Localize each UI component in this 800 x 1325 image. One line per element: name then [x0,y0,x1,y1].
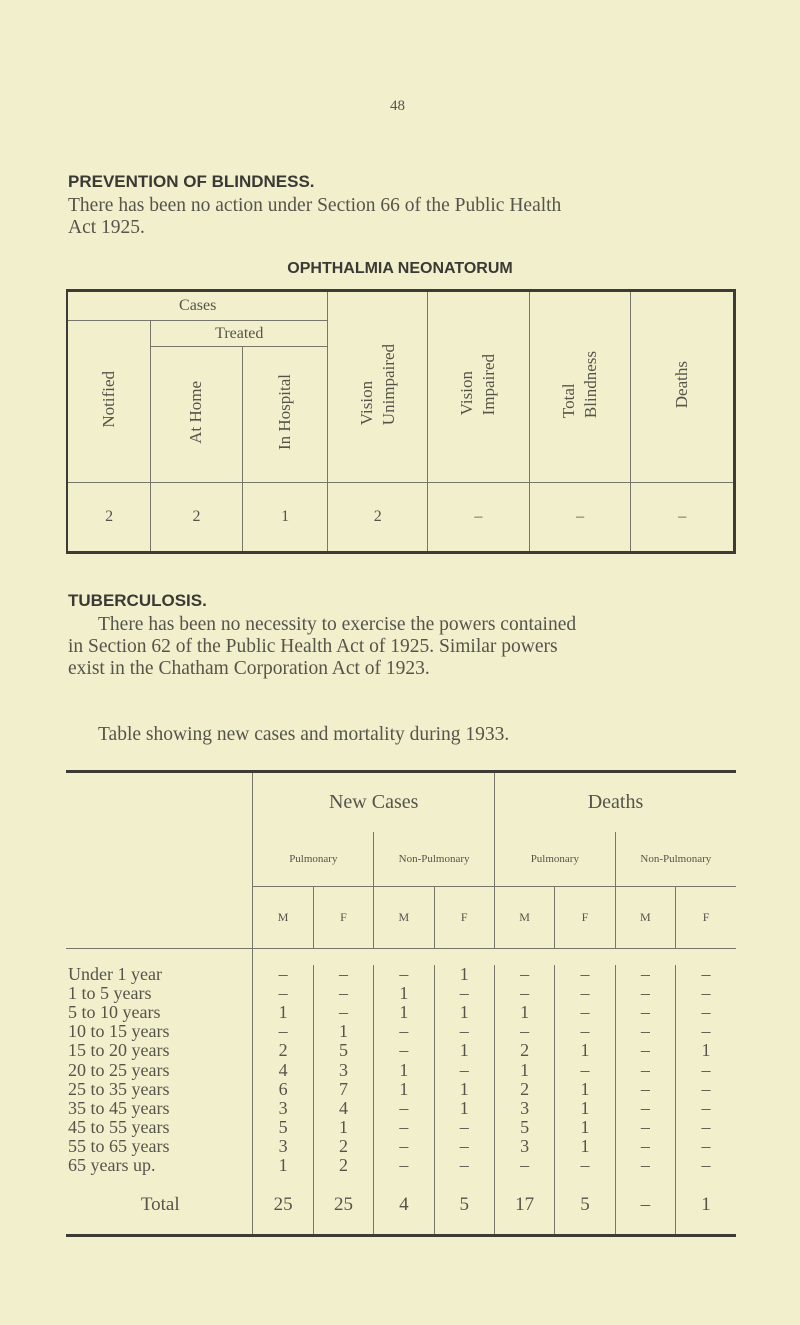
prevention-text [68,195,758,239]
table-row [66,965,736,984]
table-cell: 1 [374,1060,434,1079]
table-cell: – [615,1060,675,1079]
table-cell: – [615,984,675,1003]
table-row [66,1099,736,1118]
table-cell: 1 [374,1003,434,1022]
blank-cell [66,832,253,887]
header-sex: M [253,887,313,949]
row-label: 65 years up. [68,1155,156,1176]
header-sex: M [615,887,675,949]
table-cell: 1 [676,1176,736,1236]
table-cell: 1 [555,1080,615,1099]
header-subgroup: Non-Pulmonary [615,832,736,887]
table-row [66,984,736,1003]
table-cell: – [676,1099,736,1118]
table-cell: – [253,965,313,984]
header-cases: Cases [67,291,328,321]
table-cell: – [676,1060,736,1079]
value-in-hospital: 1 [242,483,328,553]
tuberculosis-table [66,770,736,1237]
table-cell: – [494,1022,554,1041]
table-cell: – [676,1080,736,1099]
table-cell: – [494,984,554,1003]
table-cell: – [555,984,615,1003]
table-cell: 3 [494,1099,554,1118]
table-cell: – [374,1118,434,1137]
header-vision-impaired: Vision Impaired [428,291,530,483]
table-cell: 1 [494,1060,554,1079]
table-cell: – [676,1022,736,1041]
header-deaths: Deaths [631,291,735,483]
blank-cell [66,887,253,949]
header-total-blindness: Total Blindness [529,291,631,483]
text-line: Act 1925. [68,217,145,238]
table-cell: – [615,1003,675,1022]
tuberculosis-heading: TUBERCULOSIS. [68,591,207,610]
header-sex: F [555,887,615,949]
table-cell: 25 [313,1176,373,1236]
row-label: Total [140,1194,180,1216]
header-at-home: At Home [151,347,243,483]
table-cell: – [434,1060,494,1079]
row-label: 1 to 5 years [68,982,152,1003]
table-cell: 2 [253,1041,313,1060]
table-cell: – [676,1003,736,1022]
header-sex: M [374,887,434,949]
header-subgroup: Non-Pulmonary [374,832,495,887]
table-cell: – [676,1118,736,1137]
table-cell: 1 [555,1099,615,1118]
header-sex: M [494,887,554,949]
table-cell: 6 [253,1080,313,1099]
value-at-home: 2 [151,483,243,553]
table-cell: 3 [253,1099,313,1118]
table-cell: 1 [253,1156,313,1175]
table-cell: – [313,965,373,984]
table-cell: – [615,965,675,984]
table-cell: 3 [313,1060,373,1079]
header-subgroup: Pulmonary [253,832,374,887]
table-cell: – [434,1137,494,1156]
header-sex: F [313,887,373,949]
row-label: 35 to 45 years [68,1097,170,1118]
text-line: in Section 62 of the Public Health Act of 1925. Similar powers [68,636,558,657]
table-cell: 1 [555,1041,615,1060]
table-cell: – [434,1118,494,1137]
ophthalmia-title: OPHTHALMIA NEONATORUM [287,260,513,277]
row-label: 25 to 35 years [68,1078,170,1099]
table-cell: 1 [434,1003,494,1022]
table-cell: – [555,1003,615,1022]
table-cell: – [434,1022,494,1041]
table-cell: – [374,1137,434,1156]
row-label: 10 to 15 years [68,1021,170,1042]
value-total-blindness: – [529,483,631,553]
table-cell: – [313,1003,373,1022]
table-cell: 5 [253,1118,313,1137]
row-label: 15 to 20 years [68,1040,170,1061]
table-cell: – [615,1099,675,1118]
text-line: There has been no action under Section 66 of the Public Health [68,195,562,216]
row-label: Under 1 year [68,963,162,984]
table-cell: – [253,984,313,1003]
header-in-hospital: In Hospital [242,347,328,483]
table-cell: – [555,1060,615,1079]
table-cell: 1 [555,1118,615,1137]
table-cell: 1 [434,1041,494,1060]
table-cell: 1 [434,1099,494,1118]
table-cell: 3 [253,1137,313,1156]
table-cell: – [313,984,373,1003]
blank-cell [66,772,253,832]
table-cell: – [676,1156,736,1175]
table-cell: – [494,1156,554,1175]
table-cell: 2 [494,1080,554,1099]
page-number: 48 [390,98,405,114]
table-cell: 5 [313,1041,373,1060]
row-label: 5 to 10 years [68,1001,161,1022]
table-cell: – [374,1022,434,1041]
table-cell: 5 [434,1176,494,1236]
table-cell: – [615,1137,675,1156]
table-cell: 1 [494,1003,554,1022]
text-line: There has been no necessity to exercise the powers contained [98,614,577,635]
table-row [66,1080,736,1099]
table-cell: – [676,1137,736,1156]
table-cell: 3 [494,1137,554,1156]
table-cell: 7 [313,1080,373,1099]
header-new-cases: New Cases [253,772,495,832]
table-cell: 17 [494,1176,554,1236]
table-row [66,1156,736,1175]
header-treated: Treated [151,321,328,347]
table-cell: – [374,965,434,984]
text-line: exist in the Chatham Corporation Act of 1923. [68,658,430,679]
table-cell: – [253,1022,313,1041]
table-cell: 4 [313,1099,373,1118]
table-cell: – [615,1176,675,1236]
table-cell: – [434,984,494,1003]
table-cell: 1 [676,1041,736,1060]
row-label: 20 to 25 years [68,1059,170,1080]
value-deaths: – [631,483,735,553]
table-cell: – [434,1156,494,1175]
value-vision-unimpaired: 2 [328,483,428,553]
table-cell: 25 [253,1176,313,1236]
table-row [66,1137,736,1156]
table-caption: Table showing new cases and mortality during 1933. [98,724,510,745]
table-cell: 4 [374,1176,434,1236]
total-row [66,1176,736,1236]
table-cell: 2 [313,1156,373,1175]
table-cell: 4 [253,1060,313,1079]
tuberculosis-text [68,614,758,680]
table-cell: – [676,984,736,1003]
table-cell: 1 [253,1003,313,1022]
table-cell: – [676,965,736,984]
table-row [66,1003,736,1022]
table-cell: 1 [374,1080,434,1099]
table-cell: – [615,1080,675,1099]
table-cell: – [555,1156,615,1175]
table-cell: 1 [434,1080,494,1099]
prevention-heading: PREVENTION OF BLINDNESS. [68,172,315,191]
table-cell: – [374,1156,434,1175]
value-notified: 2 [105,508,114,525]
table-cell: 2 [494,1041,554,1060]
row-label: 55 to 65 years [68,1136,170,1157]
table-cell: – [615,1022,675,1041]
header-subgroup: Pulmonary [494,832,615,887]
header-sex: F [434,887,494,949]
table-cell: – [494,965,554,984]
table-cell: – [615,1118,675,1137]
table-cell: – [555,965,615,984]
table-cell: 1 [313,1118,373,1137]
table-cell: – [615,1156,675,1175]
table-cell: – [374,1041,434,1060]
row-label: 45 to 55 years [68,1117,170,1138]
table-cell: 1 [434,965,494,984]
table-row [66,1022,736,1041]
table-row [66,1041,736,1060]
header-sex: F [676,887,736,949]
table-cell: 2 [313,1137,373,1156]
table-cell: 1 [374,984,434,1003]
table-cell: 5 [494,1118,554,1137]
header-deaths: Deaths [494,772,736,832]
ophthalmia-table [66,289,736,554]
header-notified: Notified [67,321,151,483]
table-row [66,1060,736,1079]
table-cell: 1 [313,1022,373,1041]
table-cell: – [374,1099,434,1118]
table-row [66,1118,736,1137]
header-vision-unimpaired: Vision Unimpaired [328,291,428,483]
table-cell: – [555,1022,615,1041]
table-cell: 5 [555,1176,615,1236]
value-vision-impaired: – [428,483,530,553]
table-cell: – [615,1041,675,1060]
table-cell: 1 [555,1137,615,1156]
